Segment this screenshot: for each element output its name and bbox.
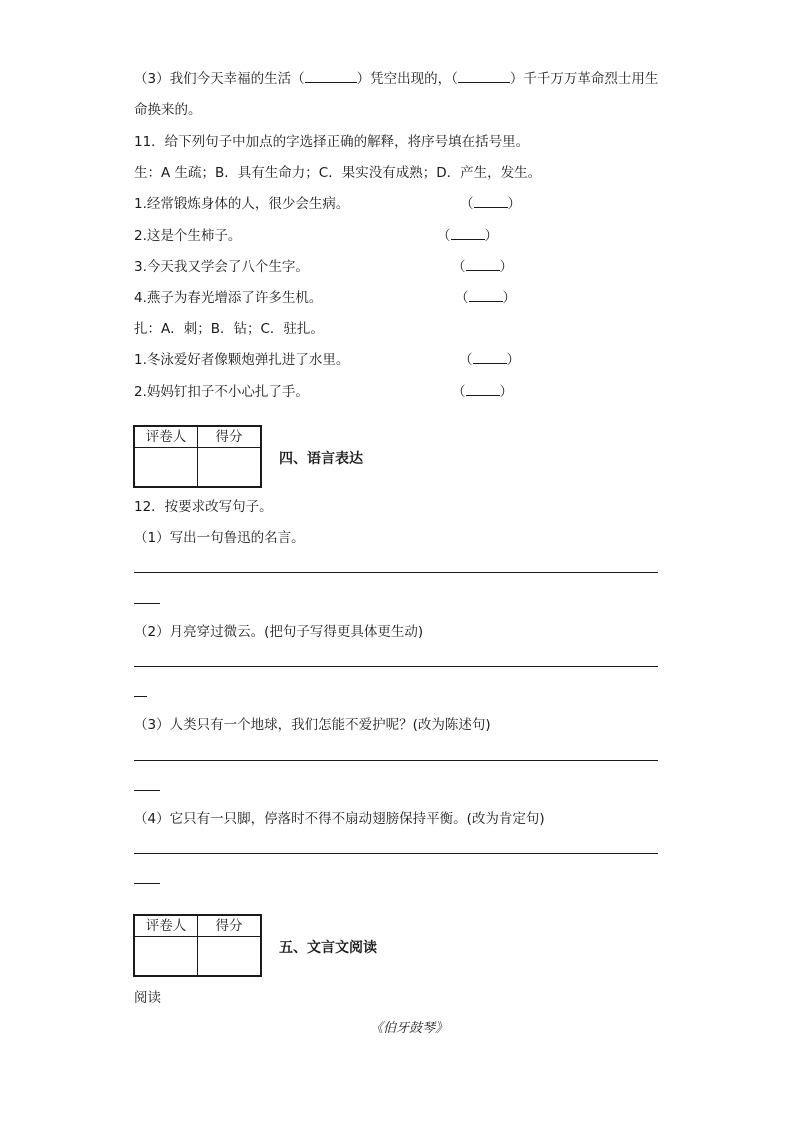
answer-blank[interactable]	[458, 70, 510, 83]
answer-paren[interactable]: （ ）	[455, 290, 516, 306]
q10-part3-line2: 命换来的。	[134, 102, 202, 118]
reading-label: 阅读	[134, 990, 161, 1006]
q11-stem: 11．给下列句子中加点的字选择正确的解释，将序号填在括号里。	[134, 134, 530, 150]
answer-paren[interactable]: （ ）	[437, 228, 498, 244]
sheng-item-4: 4.燕子为春光增添了许多生机。	[134, 290, 323, 306]
answer-blank[interactable]	[305, 70, 357, 83]
zha-item-2: 2.妈妈钉扣子不小心扎了手。	[134, 384, 309, 400]
grader-table	[133, 914, 262, 977]
answer-line-stub	[134, 883, 160, 884]
answer-paren[interactable]: （ ）	[452, 384, 513, 400]
sheng-item-1: 1.经常锻炼身体的人，很少会生病。	[134, 196, 350, 212]
section-5-title: 五、文言文阅读	[279, 940, 377, 956]
answer-line[interactable]	[134, 760, 658, 761]
zha-definitions: 扎：A．刺；B．钻；C．驻扎。	[134, 321, 324, 337]
score-cell[interactable]	[198, 448, 262, 488]
q12-item-4: （4）它只有一只脚，停落时不得不扇动翅膀保持平衡。(改为肯定句)	[134, 811, 545, 827]
score-label: 得分	[198, 915, 262, 937]
grader-cell[interactable]	[134, 448, 198, 488]
answer-line-stub	[134, 696, 147, 697]
section-4-title: 四、语言表达	[279, 451, 363, 467]
q10-part3-line1: （3）我们今天幸福的生活（ ）凭空出现的，（ ）千千万万革命烈士用生	[134, 71, 659, 87]
sheng-item-2: 2.这是个生柿子。	[134, 228, 242, 244]
sheng-item-3: 3.今天我又学会了八个生字。	[134, 259, 309, 275]
grader-cell[interactable]	[134, 937, 198, 977]
q12-item-1: （1）写出一句鲁迅的名言。	[134, 530, 305, 546]
answer-line[interactable]	[134, 853, 658, 854]
q12-item-3: （3）人类只有一个地球，我们怎能不爱护呢？(改为陈述句)	[134, 717, 491, 733]
grader-label: 评卷人	[134, 426, 198, 448]
q12-stem: 12．按要求改写句子。	[134, 499, 273, 515]
sheng-definitions: 生：A 生疏；B．具有生命力；C．果实没有成熟；D．产生，发生。	[134, 165, 542, 181]
q12-item-2: （2）月亮穿过微云。(把句子写得更具体更生动)	[134, 624, 424, 640]
answer-paren[interactable]: （ ）	[460, 196, 521, 212]
grader-label: 评卷人	[134, 915, 198, 937]
answer-line-stub	[134, 603, 160, 604]
answer-line-stub	[134, 790, 160, 791]
answer-paren[interactable]: （ ）	[459, 352, 520, 368]
answer-line[interactable]	[134, 572, 658, 573]
zha-item-1: 1.冬泳爱好者像颗炮弹扎进了水里。	[134, 352, 350, 368]
score-label: 得分	[198, 426, 262, 448]
answer-paren[interactable]: （ ）	[452, 259, 513, 275]
grader-table	[133, 425, 262, 488]
answer-line[interactable]	[134, 666, 658, 667]
score-cell[interactable]	[198, 937, 262, 977]
passage-title: 《伯牙鼓琴》	[370, 1021, 449, 1036]
